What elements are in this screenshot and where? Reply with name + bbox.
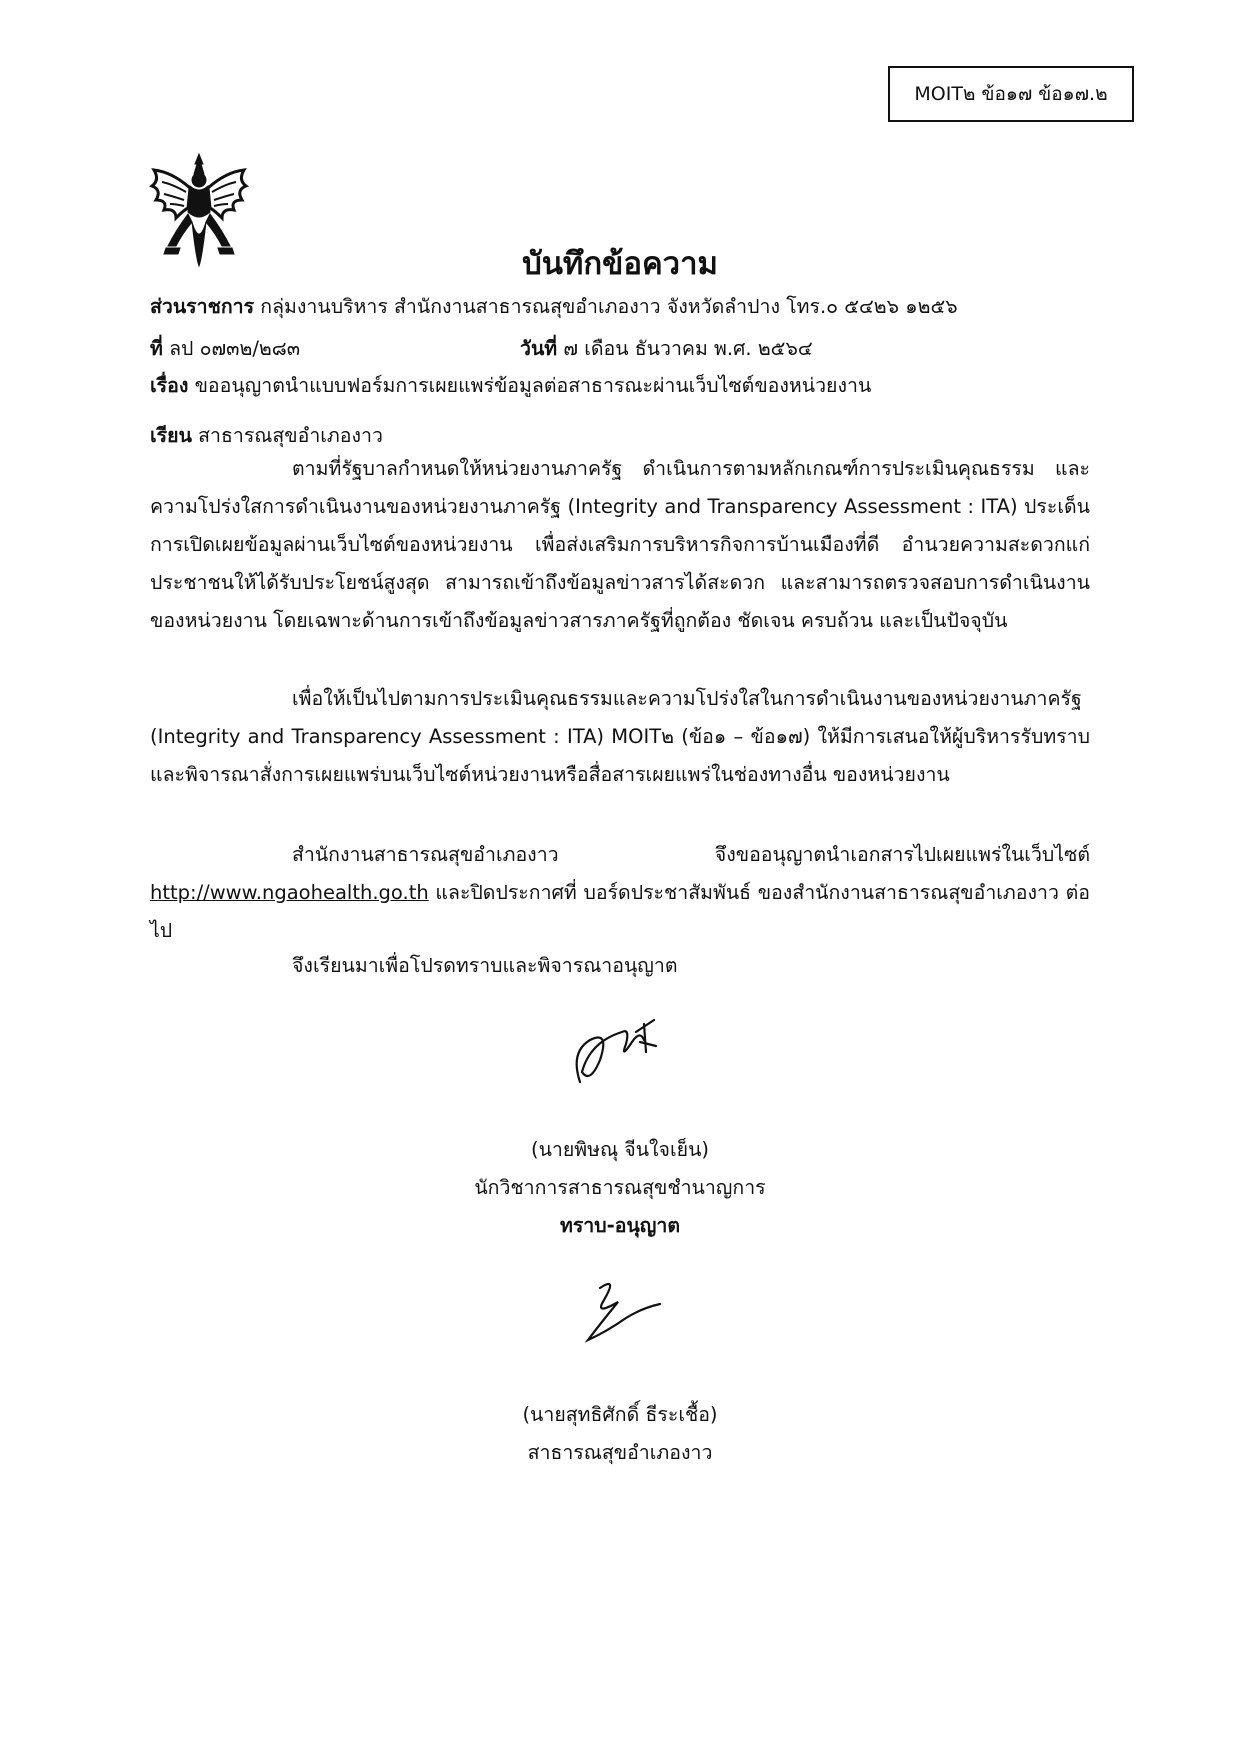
signer-2-name: (นายสุทธิศักดิ์ ธีระเชื้อ) [522, 1403, 718, 1426]
body-paragraph-2: เพื่อให้เป็นไปตามการประเมินคุณธรรมและความโปร่งใสในการดำเนินงานของหน่วยงานภาครัฐ (Integrity and Transparency Assessment : ITA) MOIT๒ (ข้อ๑ – ข้อ๑๗) ให้มีการเสนอให้ผู้บริหารรับทราบและพิจารณาสั่งการเผยแพร่บนเว็บไซต์หน่วยงานหรือสื่อสารเผยแพร่ในช่องทางอื่น ของหน่วยงาน [150, 687, 1090, 786]
paragraph-3-text-b: และปิดประกาศที่ บอร์ดประชาสัมพันธ์ ของสำนักงานสาธารณสุขอำเภองาว ต่อไป [150, 881, 1090, 942]
signature-2-icon [560, 1268, 680, 1348]
agency-label: ส่วนราชการ [150, 295, 255, 318]
body-paragraph-3 [150, 836, 1090, 950]
website-link[interactable]: http://www.ngaohealth.go.th [150, 881, 429, 904]
salutation-line [150, 420, 383, 451]
signer-1-position: นักวิชาการสาธารณสุขชำนาญการ [474, 1176, 766, 1199]
date-value: ๗ เดือน ธันวาคม พ.ศ. ๒๕๖๔ [563, 337, 813, 360]
approval-text: ทราบ-อนุญาต [559, 1214, 681, 1237]
agency-line [150, 291, 958, 322]
signer-1-name: (นายพิษณุ จีนใจเย็น) [530, 1138, 710, 1161]
closing-line: จึงเรียนมาเพื่อโปรดทราบและพิจารณาอนุญาต [292, 954, 678, 977]
agency-value: กลุ่มงานบริหาร สำนักงานสาธารณสุขอำเภองาว จังหวัดลำปาง โทร.๐ ๕๔๒๖ ๑๒๕๖ [260, 295, 958, 318]
subject-label: เรื่อง [150, 374, 189, 397]
date-label: วันที่ [520, 337, 558, 360]
signature-1-icon [560, 1012, 680, 1092]
reference-value: ลป ๐๗๓๒/๒๘๓ [169, 337, 301, 360]
subject-line [150, 370, 871, 401]
salutation-value: สาธารณสุขอำเภองาว [198, 424, 383, 447]
date-line [520, 333, 813, 364]
paragraph-3-text-a: สำนักงานสาธารณสุขอำเภองาว จึงขออนุญาตนำเอกสารไปเผยแพร่ในเว็บไซต์ [292, 843, 1090, 866]
document-title: บันทึกข้อความ [522, 246, 718, 282]
salutation-label: เรียน [150, 424, 192, 447]
body-paragraph-1: ตามที่รัฐบาลกำหนดให้หน่วยงานภาครัฐ ดำเนินการตามหลักเกณฑ์การประเมินคุณธรรม และความโปร่งใสการดำเนินงานของหน่วยงานภาครัฐ (Integrity and Transparency Assessment : ITA) ประเด็นการเปิดเผยข้อมูลผ่านเว็บไซต์ของหน่วยงาน เพื่อส่งเสริมการบริหารกิจการบ้านเมืองที่ดี อำนวยความสะดวกแก่ประชาชนให้ได้รับประโยชน์สูงสุด สามารถเข้าถึงข้อมูลข่าวสารได้สะดวก และสามารถตรวจสอบการดำเนินงานของหน่วยงาน โดยเฉพาะด้านการเข้าถึงข้อมูลข่าวสารภาครัฐที่ถูกต้อง ชัดเจน ครบถ้วน และเป็นปัจจุบัน [150, 457, 1090, 632]
reference-label: ที่ [150, 337, 163, 360]
reference-number-line [150, 333, 300, 364]
document-code-box: MOIT๒ ข้อ๑๗ ข้อ๑๗.๒ [888, 66, 1134, 122]
subject-value: ขออนุญาตนำแบบฟอร์มการเผยแพร่ข้อมูลต่อสาธารณะผ่านเว็บไซต์ของหน่วยงาน [194, 374, 872, 397]
signer-2-position: สาธารณสุขอำเภองาว [527, 1441, 713, 1464]
